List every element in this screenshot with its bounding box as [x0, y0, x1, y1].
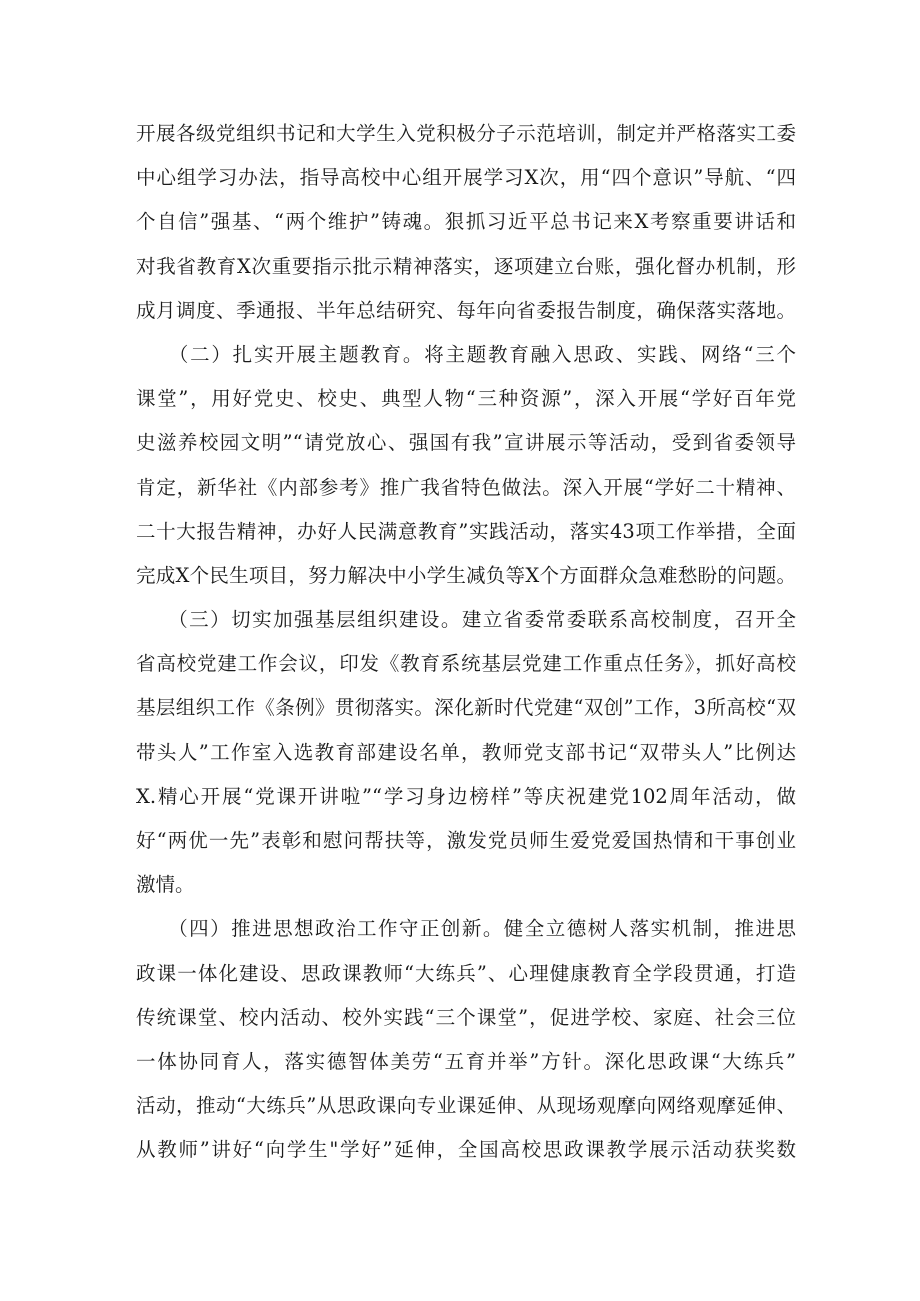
text-line: 从教师”讲好“向学生"学好”延伸，全国高校思政课教学展示活动获奖数 — [136, 1138, 796, 1162]
paragraph-heading-line: （三）切实加强基层组织建设。建立省委常委联系高校制度，召开全 — [136, 608, 796, 632]
text-line: 带头人”工作室入选教育部建设名单，教师党支部书记“双带头人”比例达 — [136, 740, 796, 764]
text-line: 传统课堂、校内活动、校外实践“三个课堂”，促进学校、家庭、社会三位 — [136, 1005, 796, 1029]
paragraph-heading-line: （四）推进思想政治工作守正创新。健全立德树人落实机制，推进思 — [136, 917, 796, 941]
text-line: X.精心开展“党课开讲啦”“学习身边榜样”等庆祝建党102周年活动，做 — [136, 784, 796, 808]
text-line: 活动，推动“大练兵”从思政课向专业课延伸、从现场观摩向网络观摩延伸、 — [136, 1094, 796, 1118]
text-line-last: 激情。 — [136, 873, 195, 897]
text-line: 肯定，新华社《内部参考》推广我省特色做法。深入开展“学好二十精神、 — [136, 475, 796, 499]
text-line: 省高校党建工作会议，印发《教育系统基层党建工作重点任务》，抓好高校 — [136, 652, 796, 676]
text-line: 完成X个民生项目，努力解决中小学生减负等X个方面群众急难愁盼的问题。 — [136, 563, 796, 587]
text-line: 二十大报告精神，办好人民满意教育”实践活动，落实43项工作举措，全面 — [136, 519, 796, 543]
text-line: 中心组学习办法，指导高校中心组开展学习X次，用“四个意识”导航、“四 — [136, 166, 796, 190]
text-line: 一体协同育人，落实德智体美劳“五育并举”方针。深化思政课“大练兵” — [136, 1049, 796, 1073]
text-line: 课堂”，用好党史、校史、典型人物“三种资源”，深入开展“学好百年党 — [136, 387, 796, 411]
text-line: 好“两优一先”表彰和慰问帮扶等，激发党员师生爱党爱国热情和干事创业 — [136, 829, 796, 852]
text-line: 基层组织工作《条例》贯彻落实。深化新时代党建“双创”工作，3所高校“双 — [136, 696, 796, 720]
document-body — [136, 112, 796, 1173]
text-line: 成月调度、季通报、半年总结研究、每年向省委报告制度，确保落实落地。 — [136, 298, 796, 322]
text-line: 开展各级党组织书记和大学生入党积极分子示范培训，制定并严格落实工委 — [136, 122, 796, 145]
text-line: 史滋养校园文明”“请党放心、强国有我”宣讲展示等活动，受到省委领导 — [136, 431, 796, 455]
paragraph-heading-line: （二）扎实开展主题教育。将主题教育融入思政、实践、网络“三个 — [136, 342, 796, 366]
text-line: 对我省教育X次重要指示批示精神落实，逐项建立台账，强化督办机制，形 — [136, 254, 796, 278]
text-line: 个自信”强基、“两个维护”铸魂。狠抓习近平总书记来X考察重要讲话和 — [136, 210, 796, 234]
text-line: 政课一体化建设、思政课教师“大练兵”、心理健康教育全学段贯通，打造 — [136, 961, 796, 985]
